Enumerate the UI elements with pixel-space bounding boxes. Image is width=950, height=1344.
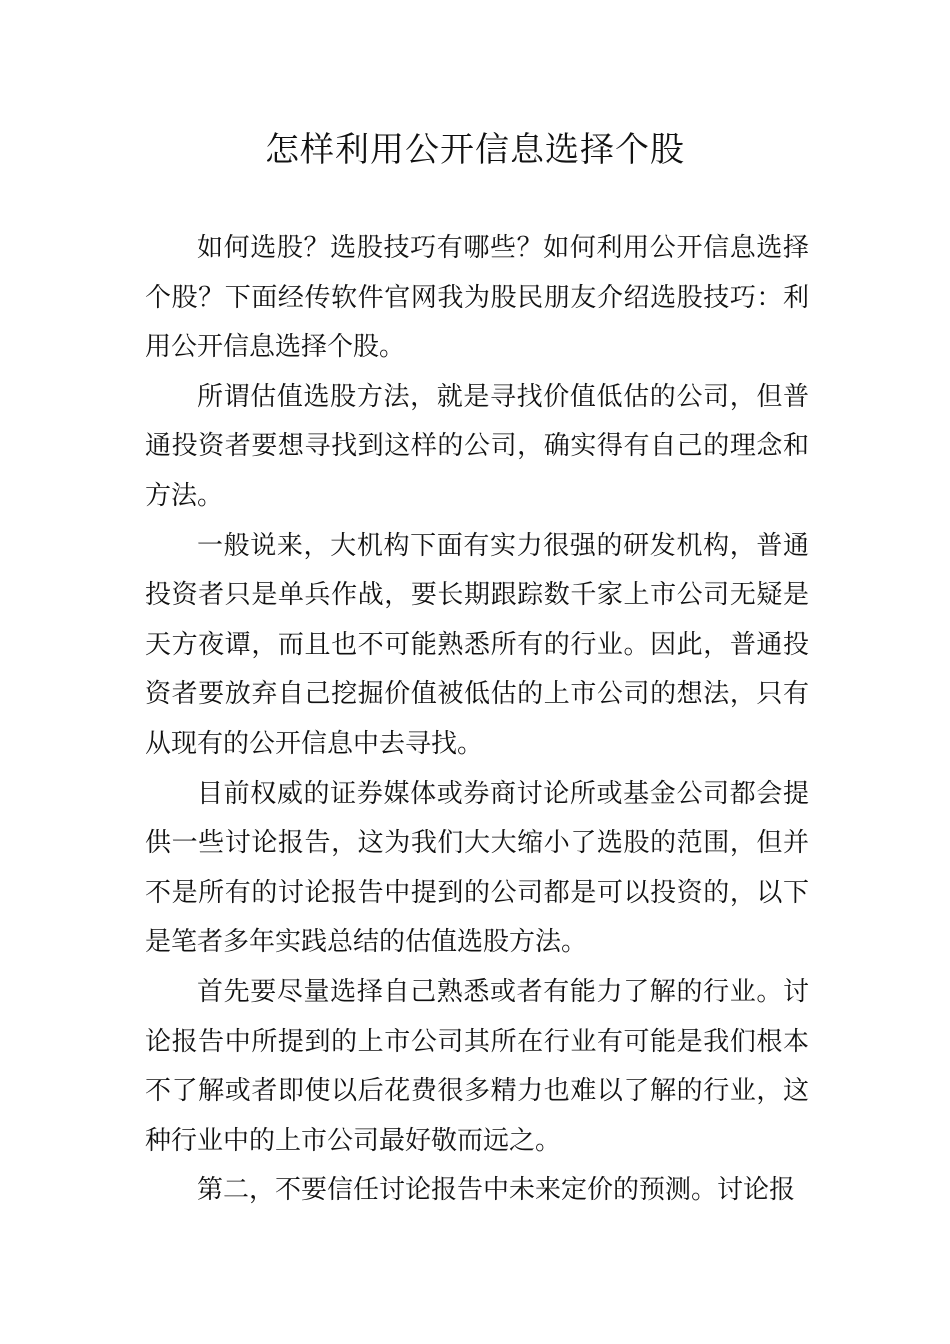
document-title: 怎样利用公开信息选择个股 — [265, 130, 685, 170]
paragraph-price-forecast: 第二，不要信任讨论报告中未来定价的预测。讨论报 — [197, 1175, 796, 1206]
paragraph-valuation-method: 所谓估值选股方法，就是寻找价值低估的公司，但普通投资者要想寻找到这样的公司，确实得有自己的理念和方法。 — [145, 381, 809, 511]
document-body — [145, 224, 809, 1216]
paragraph-research-reports: 目前权威的证券媒体或券商讨论所或基金公司都会提供一些讨论报告，这为我们大大缩小了选股的范围，但并不是所有的讨论报告中提到的公司都是可以投资的，以下是笔者多年实践总结的估值选股方法。 — [145, 778, 809, 958]
paragraph-intro: 如何选股？选股技巧有哪些？如何利用公开信息选择个股？下面经传软件官网我为股民朋友介绍选股技巧：利用公开信息选择个股。 — [145, 233, 809, 363]
paragraph-familiar-industry: 首先要尽量选择自己熟悉或者有能力了解的行业。讨论报告中所提到的上市公司其所在行业有可能是我们根本不了解或者即使以后花费很多精力也难以了解的行业，这种行业中的上市公司最好敬而远之。 — [145, 976, 809, 1156]
paragraph-institutions: 一般说来，大机构下面有实力很强的研发机构，普通投资者只是单兵作战，要长期跟踪数千家上市公司无疑是天方夜谭，而且也不可能熟悉所有的行业。因此，普通投资者要放弃自己挖掘价值被低估的上市公司的想法，只有从现有的公开信息中去寻找。 — [145, 530, 809, 759]
